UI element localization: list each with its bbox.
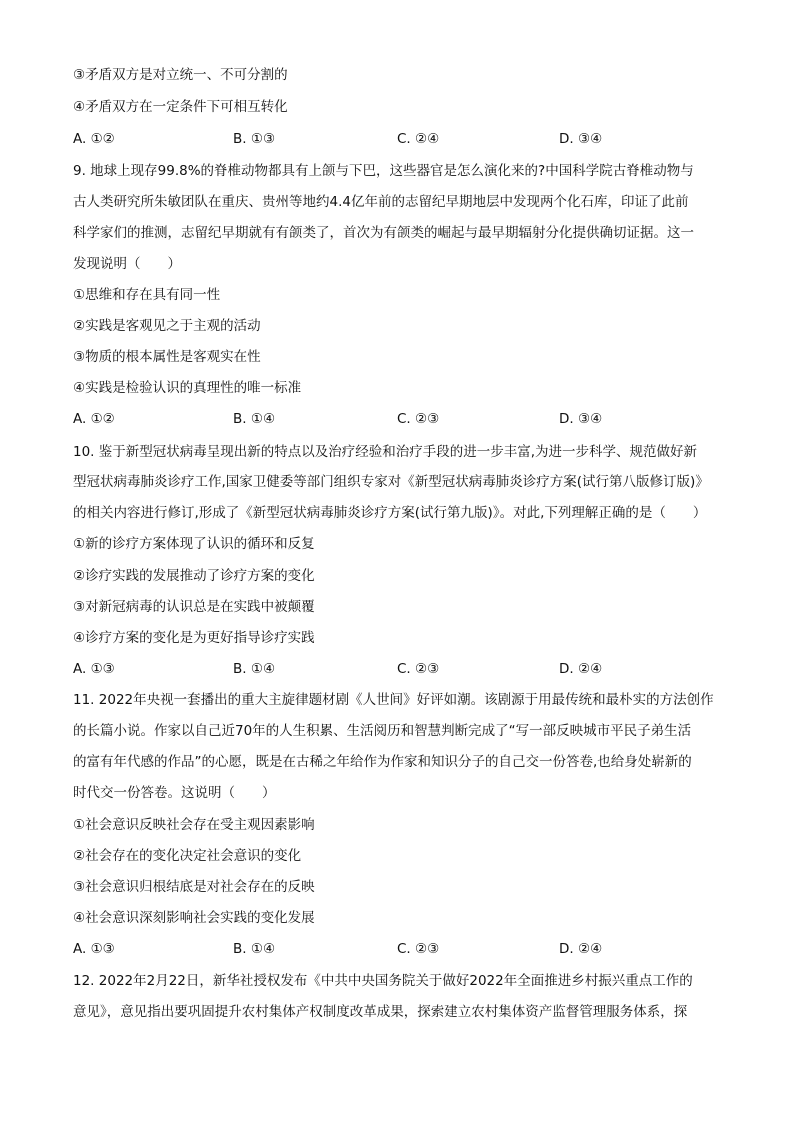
question-12-stem: 意见》，意见指出要巩固提升农村集体产权制度改革成果，探索建立农村集体资产监督管理服务体系，探 (73, 1004, 688, 1020)
answer-choices (73, 939, 723, 959)
choice-c: C. ②③ (397, 661, 440, 677)
question-10-stem: 10. 鉴于新型冠状病毒呈现出新的特点以及治疗经验和治疗手段的进一步丰富,为进一步科学、规范做好新 (73, 444, 698, 460)
choice-c: C. ②③ (397, 941, 440, 957)
answer-choices (73, 409, 723, 429)
question-11-stem: 11. 2022年央视一套播出的重大主旋律题材剧《人世间》好评如潮。该剧源于用最传统和最朴实的方法创作 (73, 692, 714, 708)
choice-c: C. ②④ (397, 131, 440, 147)
option-line: ④诊疗方案的变化是为更好指导诊疗实践 (73, 630, 315, 646)
choice-b: B. ①③ (233, 131, 276, 147)
choice-b: B. ①④ (233, 411, 276, 427)
choice-a: A. ①② (73, 411, 115, 427)
question-10-stem: 型冠状病毒肺炎诊疗工作,国家卫健委等部门组织专家对《新型冠状病毒肺炎诊疗方案(试行第八版修订版)》 (73, 474, 709, 490)
choice-d: D. ③④ (559, 131, 603, 147)
option-line: ②社会存在的变化决定社会意识的变化 (73, 848, 302, 864)
question-9-stem: 发现说明（ ） (73, 256, 181, 272)
choice-a: A. ①② (73, 131, 115, 147)
option-line: ③矛盾双方是对立统一、不可分割的 (73, 67, 288, 83)
option-line: ①新的诊疗方案体现了认识的循环和反复 (73, 536, 315, 552)
option-line: ③物质的根本属性是客观实在性 (73, 349, 261, 365)
question-9-stem: 科学家们的推测，志留纪早期就有有颌类了，首次为有颌类的崛起与最早期辐射分化提供确切证据。这一 (73, 225, 694, 241)
choice-d: D. ②④ (559, 941, 603, 957)
option-line: ③对新冠病毒的认识总是在实践中被颠覆 (73, 599, 315, 615)
answer-choices (73, 129, 723, 149)
choice-b: B. ①④ (233, 941, 276, 957)
option-line: ④实践是检验认识的真理性的唯一标准 (73, 380, 302, 396)
option-line: ①社会意识反映社会存在受主观因素影响 (73, 817, 315, 833)
question-10-stem: 的相关内容进行修订,形成了《新型冠状病毒肺炎诊疗方案(试行第九版)》。对此,下列理解正确的是（ ） (73, 505, 707, 521)
question-11-stem: 的长篇小说。作家以自己近70年的人生积累、生活阅历和智慧判断完成了“写一部反映城市平民子弟生活 (73, 723, 692, 739)
option-line: ①思维和存在具有同一性 (73, 287, 221, 303)
option-line: ②诊疗实践的发展推动了诊疗方案的变化 (73, 568, 315, 584)
choice-d: D. ③④ (559, 411, 603, 427)
choice-c: C. ②③ (397, 411, 440, 427)
question-9-stem: 9. 地球上现存99.8%的脊椎动物都具有上颌与下巴，这些器官是怎么演化来的?中国科学院古脊椎动物与 (73, 163, 694, 179)
choice-b: B. ①④ (233, 661, 276, 677)
option-line: ②实践是客观见之于主观的活动 (73, 318, 261, 334)
question-12-stem: 12. 2022年2月22日，新华社授权发布《中共中央国务院关于做好2022年全面推进乡村振兴重点工作的 (73, 973, 693, 989)
option-line: ③社会意识归根结底是对社会存在的反映 (73, 879, 315, 895)
answer-choices (73, 659, 723, 679)
choice-a: A. ①③ (73, 661, 115, 677)
option-line: ④社会意识深刻影响社会实践的变化发展 (73, 910, 315, 926)
option-line: ④矛盾双方在一定条件下可相互转化 (73, 99, 288, 115)
question-11-stem: 的富有年代感的作品”的心愿，既是在古稀之年给作为作家和知识分子的自己交一份答卷,也给身处崭新的 (73, 754, 692, 770)
choice-d: D. ②④ (559, 661, 603, 677)
question-9-stem: 古人类研究所朱敏团队在重庆、贵州等地约4.4亿年前的志留纪早期地层中发现两个化石库，印证了此前 (73, 194, 689, 210)
choice-a: A. ①③ (73, 941, 115, 957)
question-11-stem: 时代交一份答卷。这说明（ ） (73, 785, 276, 801)
